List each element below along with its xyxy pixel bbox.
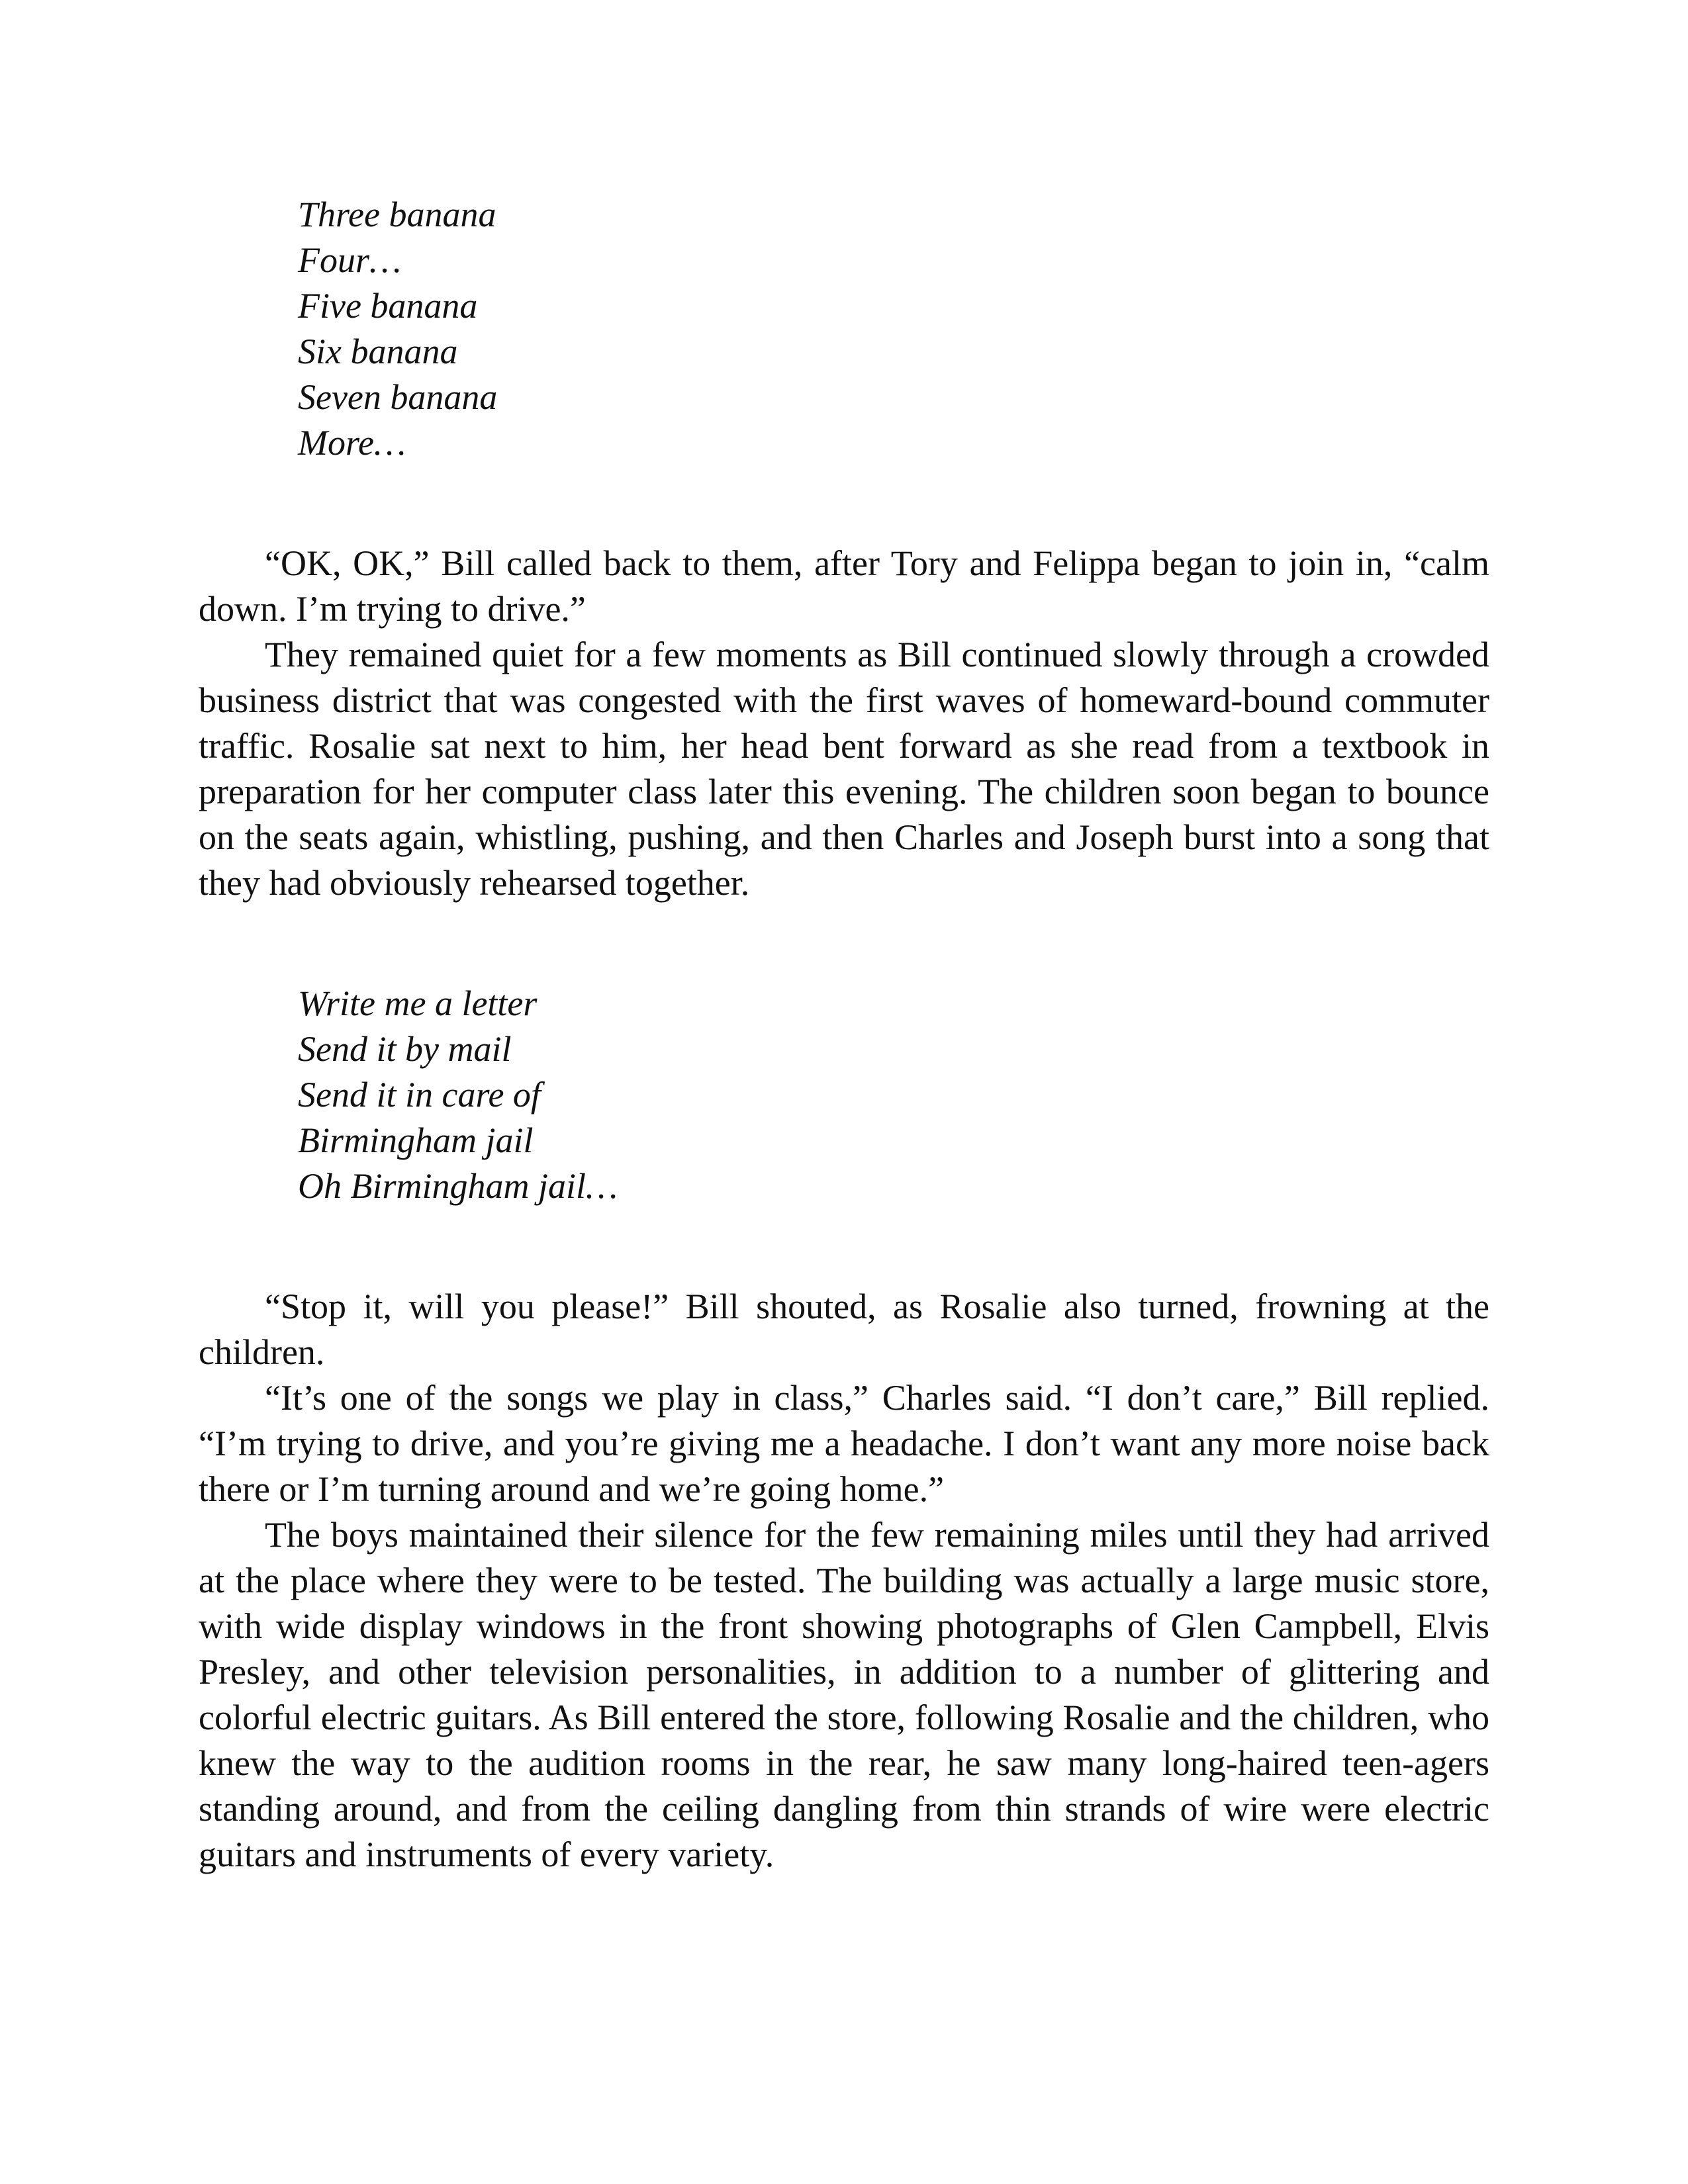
verse-line: Three banana (298, 195, 496, 234)
body-paragraph: “OK, OK,” Bill called back to them, after Tory and Felippa began to join in, “calm down. I’m trying to drive.” (199, 543, 1489, 629)
verse-line: Six banana (298, 332, 458, 371)
paragraph-group (199, 1284, 1489, 1878)
song-verse-bananas (298, 192, 1489, 466)
document-page (199, 192, 1489, 1878)
verse-line: Birmingham jail (298, 1120, 534, 1160)
verse-line: More… (298, 423, 406, 463)
body-paragraph: The boys maintained their silence for the few remaining miles until they had arrived at the place where they were to be tested. The building was actually a large music store, with wide display windows in the front showing photographs of Glen Campbell, Elvis Presley, and other television personalities, in addition to a number of glittering and colorful electric guitars. As Bill entered the store, following Rosalie and the children, who knew the way to the audition rooms in the rear, he saw many long-haired teen-agers standing around, and from the ceiling dangling from thin strands of wire were electric guitars and instruments of every variety. (199, 1515, 1489, 1874)
verse-line: Five banana (298, 286, 478, 326)
verse-line: Oh Birmingham jail… (298, 1166, 618, 1206)
body-paragraph: “Stop it, will you please!” Bill shouted, as Rosalie also turned, frowning at the children. (199, 1287, 1489, 1372)
verse-line: Write me a letter (298, 983, 538, 1023)
body-paragraph: They remained quiet for a few moments as Bill continued slowly through a crowded business district that was congested with the first waves of homeward-bound commuter traffic. Rosalie sat next to him, her head bent forward as she read from a textbook in preparation for her computer class later this evening. The children soon began to bounce on the seats again, whistling, pushing, and then Charles and Joseph burst into a song that they had obviously rehearsed together. (199, 635, 1489, 903)
song-verse-birmingham-jail (298, 981, 1489, 1209)
verse-line: Seven banana (298, 377, 498, 417)
body-paragraph: “It’s one of the songs we play in class,” Charles said. “I don’t care,” Bill replied. “I’m trying to drive, and you’re giving me a headache. I don’t want any more noise back there or I’m turning around and we’re going home.” (199, 1378, 1489, 1509)
verse-line: Send it in care of (298, 1075, 541, 1115)
verse-line: Send it by mail (298, 1029, 512, 1069)
paragraph-group (199, 541, 1489, 906)
verse-line: Four… (298, 240, 402, 280)
